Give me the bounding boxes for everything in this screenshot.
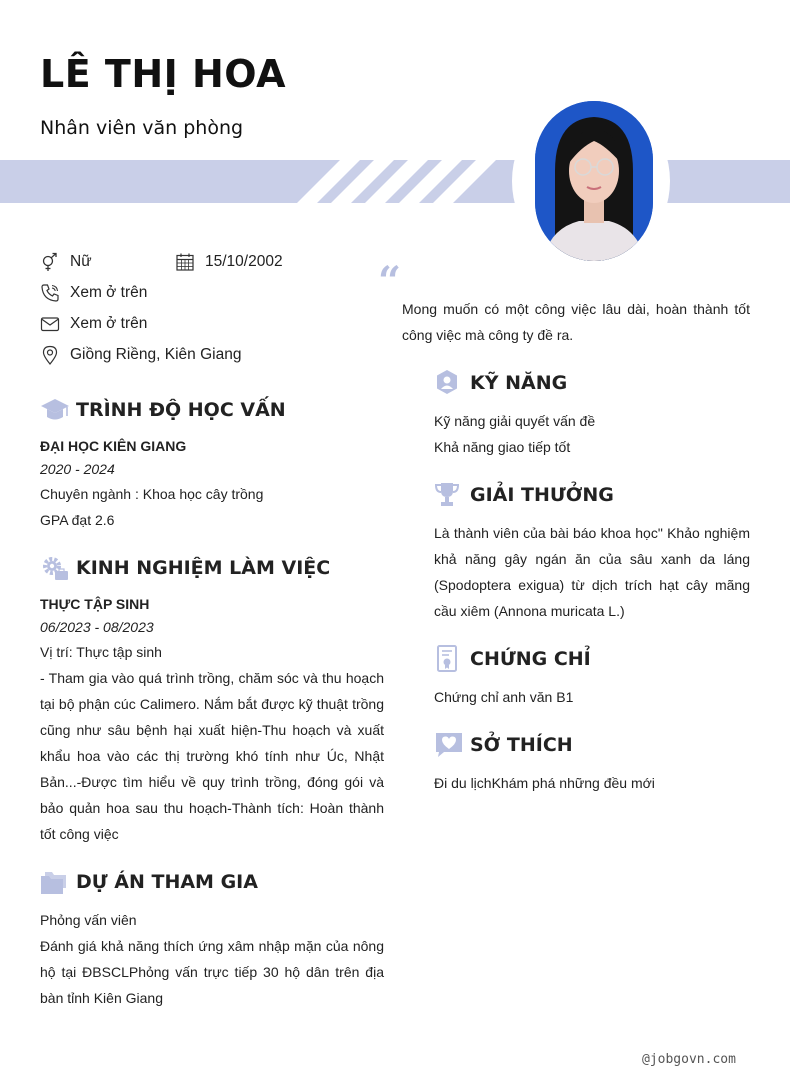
- education-major: Chuyên ngành : Khoa học cây trồng: [40, 486, 264, 502]
- calendar-icon: [175, 252, 195, 272]
- footer-brand: @jobgovn.com: [642, 1052, 736, 1067]
- education-school: ĐẠI HỌC KIÊN GIANG: [40, 438, 187, 454]
- experience-title: KINH NGHIỆM LÀM VIỆC: [76, 557, 331, 579]
- experience-description: - Tham gia vào quá trình trồng, chăm sóc và thu hoạch tại bộ phận cúc Calimero. Nắm bắt được kỹ thuật trồng cũng như sâu bệnh hại xuất hiện-Thu hoạch và xuất khẩu hoa vào các thị trường khó tính như Úc, Nhật Bản...-Được tìm hiểu về quy trình trồng, đóng gói và bảo quản hoa sau thu hoạch-Thành tích: Hoàn thành tốt công việc: [40, 670, 384, 842]
- education-section-title: [40, 396, 286, 424]
- projects-description: Đánh giá khả năng thích ứng xâm nhập mặn của nông hộ tại ĐBSCLPhỏng vấn trực tiếp 30 hộ dân trên địa bàn tỉnh Kiên Giang: [40, 938, 384, 1006]
- experience-section-title: [40, 554, 330, 582]
- awards-title: GIẢI THƯỞNG: [470, 484, 614, 506]
- address-value: Giồng Riềng, Kiên Giang: [70, 346, 242, 363]
- header-band: [0, 160, 790, 203]
- skill-item: Kỹ năng giải quyết vấn đề: [434, 413, 596, 429]
- birthday-value: 15/10/2002: [205, 253, 283, 270]
- projects-role: Phỏng vấn viên: [40, 912, 137, 928]
- graduation-cap-icon: [40, 396, 70, 424]
- phone-value: Xem ở trên: [70, 284, 148, 301]
- hobbies-title: SỞ THÍCH: [470, 734, 573, 756]
- education-title: TRÌNH ĐỘ HỌC VẤN: [76, 399, 286, 421]
- projects-section-title: [40, 868, 258, 896]
- candidate-name: LÊ THỊ HOA: [40, 52, 286, 96]
- address-row: [40, 345, 241, 365]
- hobbies-section-title: [434, 731, 573, 759]
- folder-icon: [40, 868, 70, 896]
- gender-row: [40, 252, 92, 272]
- skill-item: Khả năng giao tiếp tốt: [434, 439, 571, 455]
- badge-icon: [434, 369, 464, 397]
- avatar: [535, 101, 653, 261]
- heart-icon: [434, 731, 464, 759]
- experience-job-title: THỰC TẬP SINH: [40, 596, 150, 612]
- birthday-row: [175, 252, 283, 272]
- projects-title: DỰ ÁN THAM GIA: [76, 871, 258, 893]
- skills-section-title: [434, 369, 567, 397]
- quote-mark: “: [378, 258, 402, 305]
- gear-icon: [40, 554, 70, 582]
- phone-icon: [40, 283, 60, 303]
- awards-text: Là thành viên của bài báo khoa học" Khảo nghiệm khả năng gây ngán ăn của sâu xanh da láng (Spodoptera exigua) từ dịch trích hạt cây mãng cầu xiêm (Annona muricata L.): [434, 525, 750, 619]
- objective-text: Mong muốn có một công việc lâu dài, hoàn thành tốt công việc mà công ty đề ra.: [402, 301, 750, 343]
- gender-value: Nữ: [70, 253, 92, 270]
- certificates-text: Chứng chỉ anh văn B1: [434, 689, 574, 705]
- location-pin-icon: [40, 345, 60, 365]
- phone-row: [40, 283, 147, 303]
- candidate-role: Nhân viên văn phòng: [40, 117, 244, 139]
- hobbies-text: Đi du lịchKhám phá những đều mới: [434, 775, 655, 791]
- certificates-section-title: [434, 645, 591, 673]
- envelope-icon: [40, 314, 60, 334]
- email-row: [40, 314, 147, 334]
- certificates-title: CHỨNG CHỈ: [470, 648, 591, 670]
- experience-position: Vị trí: Thực tập sinh: [40, 644, 162, 660]
- email-value: Xem ở trên: [70, 315, 148, 332]
- experience-period: 06/2023 - 08/2023: [40, 619, 154, 635]
- skills-title: KỸ NĂNG: [470, 372, 568, 394]
- certificate-icon: [434, 645, 464, 673]
- education-gpa: GPA đạt 2.6: [40, 512, 115, 528]
- trophy-icon: [434, 481, 464, 509]
- gender-icon: [40, 252, 60, 272]
- portrait-illustration-icon: [535, 101, 653, 261]
- awards-section-title: [434, 481, 614, 509]
- education-period: 2020 - 2024: [40, 461, 115, 477]
